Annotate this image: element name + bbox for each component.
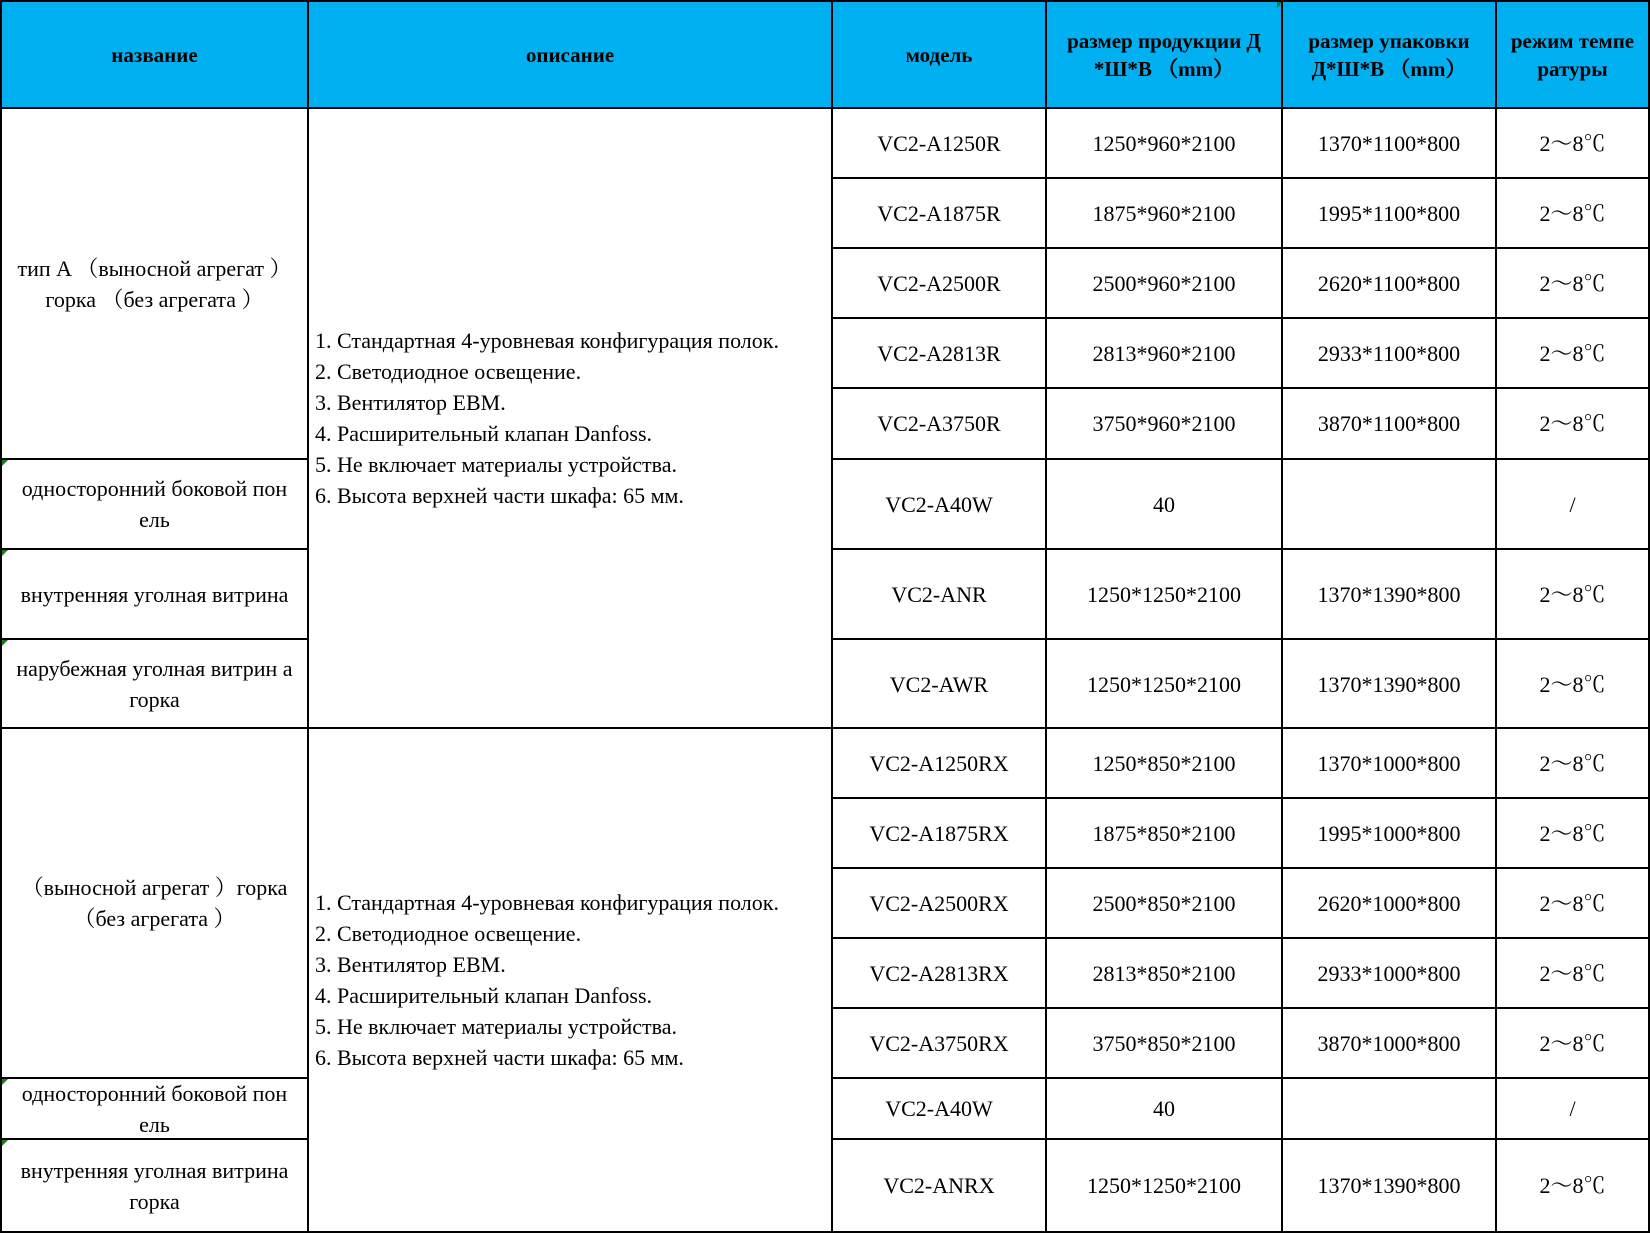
- package-size-cell: [1281, 458, 1497, 550]
- temperature-value: 2～8℃: [1539, 340, 1606, 366]
- product-size-value: 3750*960*2100: [1092, 411, 1236, 436]
- model-cell: [831, 1007, 1047, 1079]
- model-cell: [831, 1077, 1047, 1140]
- package-size-value: 1370*1390*800: [1317, 1173, 1461, 1198]
- name-cell: [0, 727, 309, 1079]
- description-line: 1. Стандартная 4-уровневая конфигурация полок.: [315, 890, 779, 915]
- name-text: внутренняя уголная витрина горка: [20, 1157, 289, 1214]
- product-size-cell: [1045, 1138, 1283, 1233]
- package-size-value: 1370*1390*800: [1317, 672, 1461, 697]
- product-size-cell: [1045, 638, 1283, 731]
- model-cell: [831, 387, 1047, 460]
- description-list: [315, 325, 779, 511]
- temperature-cell: [1495, 458, 1650, 550]
- header-name: [0, 0, 309, 109]
- description-line: 3. Вентилятор EBM.: [315, 952, 506, 977]
- package-size-value: 1370*1100*800: [1317, 130, 1461, 156]
- model-value: VC2-A1250R: [877, 130, 1001, 156]
- package-size-value: 1995*1100*800: [1317, 200, 1461, 226]
- product-size-cell: [1045, 1007, 1283, 1079]
- comment-marker: [2, 550, 8, 556]
- temperature-cell: [1495, 247, 1650, 319]
- package-size-value: 1370*1390*800: [1317, 581, 1461, 607]
- header-description-label: описание: [525, 42, 615, 67]
- package-size-cell: [1281, 727, 1497, 799]
- temperature-value: 2～8℃: [1539, 411, 1606, 436]
- temperature-value: /: [1569, 491, 1576, 517]
- model-cell: [831, 727, 1047, 799]
- package-size-cell: [1281, 387, 1497, 460]
- comment-marker: [2, 1140, 8, 1146]
- model-value: VC2-A2500RX: [869, 890, 1009, 916]
- name-cell: [0, 1138, 309, 1233]
- model-value: VC2-A2813RX: [869, 960, 1009, 986]
- model-cell: [831, 317, 1047, 389]
- product-size-cell: [1045, 458, 1283, 550]
- temperature-value: 2～8℃: [1539, 960, 1606, 986]
- model-value: VC2-ANRX: [883, 1173, 995, 1198]
- comment-marker: [2, 640, 8, 646]
- header-product-size: [1045, 0, 1283, 109]
- model-value: VC2-A2813R: [877, 340, 1001, 366]
- name-cell: [0, 1077, 309, 1140]
- product-size-value: 1250*1250*2100: [1087, 1173, 1241, 1198]
- description-line: 2. Светодиодное освещение.: [315, 921, 582, 946]
- temperature-cell: [1495, 177, 1650, 249]
- model-value: VC2-AWR: [889, 672, 989, 697]
- product-size-cell: [1045, 548, 1283, 640]
- temperature-value: 2～8℃: [1539, 1173, 1606, 1198]
- package-size-cell: [1281, 107, 1497, 179]
- description-line: 5. Не включает материалы устройства.: [315, 1014, 678, 1039]
- model-cell: [831, 638, 1047, 731]
- model-value: VC2-A40W: [885, 491, 993, 517]
- header-product-size-label: размер продукции Д *Ш*В （mm）: [1067, 28, 1261, 81]
- temperature-value: 2～8℃: [1539, 581, 1606, 607]
- header-temperature-mode: [1495, 0, 1650, 109]
- temperature-cell: [1495, 1138, 1650, 1233]
- model-cell: [831, 458, 1047, 550]
- name-text: односторонний боковой пон ель: [21, 476, 288, 532]
- temperature-value: 2～8℃: [1539, 672, 1606, 697]
- temperature-value: 2～8℃: [1539, 890, 1606, 916]
- temperature-cell: [1495, 387, 1650, 460]
- description-list: [315, 887, 779, 1073]
- header-temperature-mode-label: режим темпе ратуры: [1510, 28, 1635, 81]
- product-size-value: 2500*960*2100: [1092, 270, 1236, 296]
- name-text: внутренняя уголная витрина: [20, 581, 289, 607]
- name-cell: [0, 458, 309, 550]
- package-size-cell: [1281, 1077, 1497, 1140]
- temperature-cell: [1495, 1077, 1650, 1140]
- description-line: 4. Расширительный клапан Danfoss.: [315, 421, 653, 446]
- package-size-cell: [1281, 937, 1497, 1009]
- package-size-value: 1995*1000*800: [1317, 820, 1461, 846]
- product-size-value: 40: [1153, 491, 1175, 517]
- package-size-cell: [1281, 548, 1497, 640]
- model-cell: [831, 247, 1047, 319]
- model-cell: [831, 797, 1047, 869]
- model-cell: [831, 177, 1047, 249]
- package-size-value: 1370*1000*800: [1317, 750, 1461, 776]
- model-value: VC2-A2500R: [877, 270, 1001, 296]
- temperature-value: 2～8℃: [1539, 130, 1606, 156]
- temperature-cell: [1495, 107, 1650, 179]
- temperature-cell: [1495, 638, 1650, 731]
- package-size-cell: [1281, 638, 1497, 731]
- package-size-cell: [1281, 177, 1497, 249]
- package-size-value: 3870*1000*800: [1317, 1030, 1461, 1056]
- product-size-cell: [1045, 1077, 1283, 1140]
- product-size-cell: [1045, 867, 1283, 939]
- name-cell: [0, 638, 309, 729]
- model-value: VC2-A3750RX: [869, 1030, 1009, 1056]
- model-value: VC2-A1875R: [877, 200, 1001, 226]
- header-model-label: модель: [905, 42, 973, 67]
- header-package-size: [1281, 0, 1497, 109]
- model-value: VC2-A1250RX: [869, 750, 1009, 776]
- product-size-value: 1875*850*2100: [1092, 820, 1236, 846]
- package-size-cell: [1281, 867, 1497, 939]
- header-name-label: название: [111, 42, 198, 67]
- package-size-cell: [1281, 247, 1497, 319]
- model-cell: [831, 107, 1047, 179]
- model-cell: [831, 867, 1047, 939]
- description-line: 4. Расширительный клапан Danfoss.: [315, 983, 653, 1008]
- product-size-cell: [1045, 937, 1283, 1009]
- description-cell: [307, 727, 833, 1233]
- product-size-cell: [1045, 247, 1283, 319]
- temperature-cell: [1495, 548, 1650, 640]
- description-line: 3. Вентилятор EBM.: [315, 390, 506, 415]
- product-size-cell: [1045, 387, 1283, 460]
- description-line: 1. Стандартная 4-уровневая конфигурация полок.: [315, 328, 779, 353]
- product-size-cell: [1045, 107, 1283, 179]
- header-package-size-label: размер упаковки Д*Ш*В （mm）: [1308, 28, 1470, 81]
- model-value: VC2-A3750R: [877, 411, 1001, 436]
- model-value: VC2-A1875RX: [869, 820, 1009, 846]
- product-size-value: 1250*1250*2100: [1087, 581, 1241, 607]
- package-size-value: 2620*1000*800: [1317, 890, 1461, 916]
- description-line: 6. Высота верхней части шкафа: 65 мм.: [315, 1045, 684, 1070]
- header-model: [831, 0, 1047, 109]
- product-size-cell: [1045, 797, 1283, 869]
- temperature-cell: [1495, 1007, 1650, 1079]
- name-text: односторонний боковой пон ель: [21, 1080, 288, 1137]
- name-cell: [0, 548, 309, 640]
- package-size-value: 3870*1100*800: [1317, 411, 1461, 436]
- product-size-value: 2500*850*2100: [1092, 890, 1236, 916]
- temperature-value: 2～8℃: [1539, 200, 1606, 226]
- product-size-value: 1875*960*2100: [1092, 200, 1236, 226]
- package-size-value: 2933*1000*800: [1317, 960, 1461, 986]
- package-size-cell: [1281, 1138, 1497, 1233]
- temperature-cell: [1495, 797, 1650, 869]
- temperature-cell: [1495, 937, 1650, 1009]
- description-line: 2. Светодиодное освещение.: [315, 359, 582, 384]
- product-size-value: 1250*960*2100: [1092, 130, 1236, 156]
- name-text: （выносной агрегат ）горка （без агрегата ）: [21, 875, 288, 931]
- name-text: тип A （выносной агрегат ）горка （без агрегата ）: [17, 255, 292, 312]
- temperature-value: 2～8℃: [1539, 270, 1606, 296]
- temperature-value: 2～8℃: [1539, 1030, 1606, 1056]
- name-text: нарубежная уголная витрин а горка: [16, 655, 293, 712]
- product-size-value: 3750*850*2100: [1092, 1030, 1236, 1056]
- temperature-value: /: [1569, 1096, 1576, 1121]
- product-size-value: 40: [1153, 1096, 1175, 1121]
- package-size-value: 2620*1100*800: [1317, 270, 1461, 296]
- product-size-value: 1250*850*2100: [1092, 750, 1236, 776]
- product-size-value: 2813*850*2100: [1092, 960, 1236, 986]
- product-size-value: 2813*960*2100: [1092, 340, 1236, 366]
- temperature-cell: [1495, 727, 1650, 799]
- product-size-cell: [1045, 177, 1283, 249]
- comment-marker: [2, 460, 8, 466]
- package-size-cell: [1281, 1007, 1497, 1079]
- temperature-cell: [1495, 867, 1650, 939]
- product-size-cell: [1045, 727, 1283, 799]
- model-value: VC2-A40W: [885, 1096, 993, 1121]
- package-size-cell: [1281, 797, 1497, 869]
- package-size-cell: [1281, 317, 1497, 389]
- header-description: [307, 0, 833, 109]
- model-value: VC2-ANR: [891, 581, 987, 607]
- temperature-value: 2～8℃: [1539, 750, 1606, 776]
- product-size-value: 1250*1250*2100: [1087, 672, 1241, 697]
- description-line: 5. Не включает материалы устройства.: [315, 452, 678, 477]
- model-cell: [831, 937, 1047, 1009]
- temperature-cell: [1495, 317, 1650, 389]
- model-cell: [831, 1138, 1047, 1233]
- name-cell: [0, 107, 309, 460]
- package-size-value: 2933*1100*800: [1317, 340, 1461, 366]
- temperature-value: 2～8℃: [1539, 820, 1606, 846]
- description-cell: [307, 107, 833, 729]
- comment-marker: [2, 1079, 8, 1085]
- model-cell: [831, 548, 1047, 640]
- description-line: 6. Высота верхней части шкафа: 65 мм.: [315, 483, 684, 508]
- product-size-cell: [1045, 317, 1283, 389]
